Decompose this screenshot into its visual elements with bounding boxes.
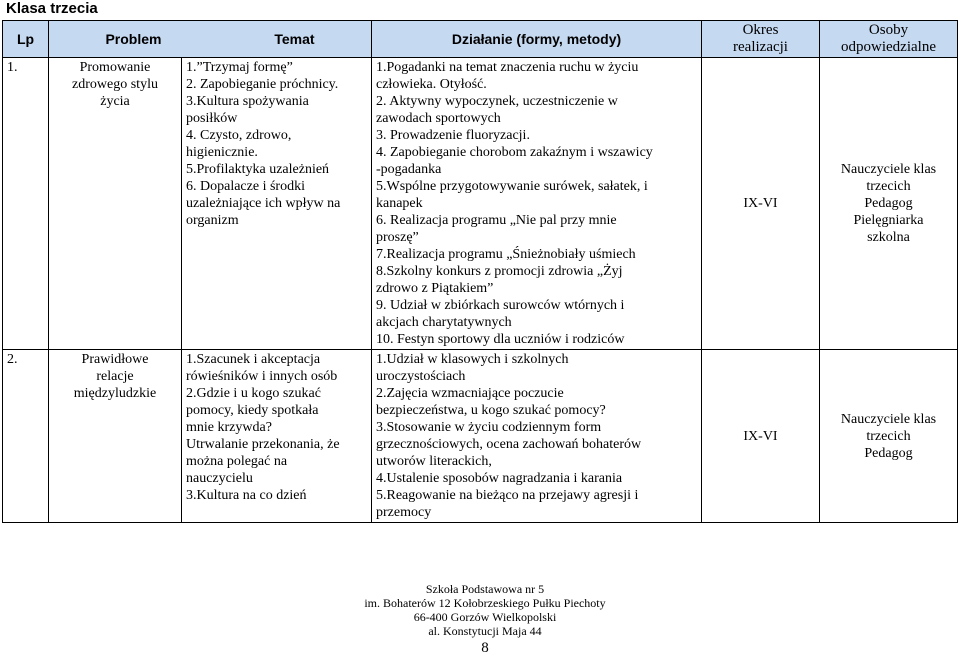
- education-plan-table: [2, 20, 958, 523]
- header-dzialanie: Działanie (formy, metody): [372, 21, 702, 58]
- cell-temat-line: posiłków: [186, 111, 238, 126]
- cell-osoby-line: Nauczyciele klas: [840, 411, 937, 427]
- cell-temat-line: pomocy, kiedy spotkała: [186, 403, 319, 418]
- cell-dzialanie-line: -pogadanka: [376, 162, 442, 177]
- header-osoby-line: Osoby: [868, 22, 909, 38]
- cell-temat-line: 3.Kultura na co dzień: [186, 488, 307, 503]
- cell-temat-line: uzależniające ich wpływ na: [186, 196, 341, 211]
- cell-osoby: [820, 58, 958, 350]
- header-temat: Temat: [274, 30, 315, 47]
- cell-okres: IX-VI: [702, 58, 820, 350]
- cell-dzialanie-line: 4. Zapobieganie chorobom zakaźnym i wszawicy: [376, 145, 653, 160]
- cell-dzialanie-line: zdrowo z Piątakiem”: [376, 281, 494, 296]
- page-title: Klasa trzecia: [6, 0, 98, 17]
- cell-problem-line: międzyludzkie: [73, 386, 157, 401]
- cell-dzialanie-line: proszę”: [376, 230, 419, 245]
- cell-temat-line: mnie krzywda?: [186, 420, 272, 435]
- cell-dzialanie-line: 3. Prowadzenie fluoryzacji.: [376, 128, 530, 143]
- cell-temat-line: rówieśników i innych osób: [186, 369, 338, 384]
- footer-line: al. Konstytucji Maja 44: [428, 624, 542, 638]
- school-footer: [300, 582, 670, 638]
- cell-dzialanie-line: akcjach charytatywnych: [376, 315, 512, 330]
- cell-temat-line: 6. Dopalacze i środki: [186, 179, 305, 194]
- cell-dzialanie-line: 2.Zajęcia wzmacniające poczucie: [376, 386, 564, 401]
- cell-temat-line: 4. Czysto, zdrowo,: [186, 128, 292, 143]
- header-osoby-line: odpowiedzialne: [841, 39, 936, 55]
- cell-temat: [182, 58, 372, 350]
- header-okres-line: Okres: [742, 22, 779, 38]
- cell-problem: [49, 58, 182, 350]
- cell-problem-line: relacje: [96, 369, 134, 384]
- cell-dzialanie-line: grzecznościowych, ocena zachowań bohaterów: [376, 437, 642, 452]
- cell-dzialanie: [372, 350, 702, 523]
- cell-dzialanie-line: bezpieczeństwa, u kogo szukać pomocy?: [376, 403, 606, 418]
- cell-temat-line: nauczycielu: [186, 471, 253, 486]
- header-lp: Lp: [3, 21, 49, 58]
- footer-line: im. Bohaterów 12 Kołobrzeskiego Pułku Piechoty: [364, 596, 606, 610]
- cell-problem-line: Prawidłowe: [81, 352, 149, 367]
- cell-temat-line: 5.Profilaktyka uzależnień: [186, 162, 330, 177]
- table-row: [3, 350, 958, 523]
- cell-temat-line: organizm: [186, 213, 239, 228]
- cell-dzialanie-line: człowieka. Otyłość.: [376, 77, 487, 92]
- cell-lp: 2.: [3, 350, 49, 523]
- cell-problem-line: życia: [100, 94, 130, 109]
- cell-dzialanie-line: 3.Stosowanie w życiu codziennym form: [376, 420, 602, 435]
- cell-osoby-line: Pedagog: [864, 445, 913, 461]
- cell-dzialanie-line: 4.Ustalenie sposobów nagradzania i karania: [376, 471, 623, 486]
- cell-osoby-line: trzecich: [866, 428, 911, 444]
- cell-lp: 1.: [3, 58, 49, 350]
- cell-okres: IX-VI: [702, 350, 820, 523]
- cell-dzialanie-line: 2. Aktywny wypoczynek, uczestniczenie w: [376, 94, 618, 109]
- footer-line: 66-400 Gorzów Wielkopolski: [413, 610, 557, 624]
- cell-dzialanie-line: 10. Festyn sportowy dla uczniów i rodziców: [376, 332, 625, 347]
- cell-temat-line: 2. Zapobieganie próchnicy.: [186, 77, 339, 92]
- cell-problem: [49, 350, 182, 523]
- cell-temat-line: 1.”Trzymaj formę”: [186, 60, 293, 75]
- cell-dzialanie-line: przemocy: [376, 505, 432, 520]
- header-problem: Problem: [105, 30, 162, 47]
- cell-dzialanie-line: 1.Pogadanki na temat znaczenia ruchu w życiu: [376, 60, 639, 75]
- cell-osoby: [820, 350, 958, 523]
- cell-temat-line: można polegać na: [186, 454, 288, 469]
- cell-dzialanie-line: 6. Realizacja programu „Nie pal przy mnie: [376, 213, 617, 228]
- header-problem-temat: [49, 21, 372, 58]
- cell-osoby-line: szkolna: [867, 230, 910, 245]
- header-okres: [702, 21, 820, 58]
- header-osoby: [820, 21, 958, 58]
- header-okres-line: realizacji: [733, 39, 788, 55]
- cell-problem-line: Promowanie: [79, 60, 151, 75]
- cell-dzialanie: [372, 58, 702, 350]
- cell-dzialanie-line: 1.Udział w klasowych i szkolnych: [376, 352, 569, 367]
- cell-temat-line: higienicznie.: [186, 145, 258, 160]
- table-header-row: [3, 21, 958, 58]
- cell-dzialanie-line: utworów literackich,: [376, 454, 492, 469]
- cell-dzialanie-line: 8.Szkolny konkurs z promocji zdrowia „Żyj: [376, 264, 623, 279]
- cell-osoby-line: trzecich: [866, 179, 911, 194]
- cell-dzialanie-line: 5.Reagowanie na bieżąco na przejawy agresji i: [376, 488, 639, 503]
- cell-temat: [182, 350, 372, 523]
- cell-temat-line: 3.Kultura spożywania: [186, 94, 309, 109]
- cell-osoby-line: Pielęgniarka: [853, 213, 924, 228]
- cell-dzialanie-line: 5.Wspólne przygotowywanie surówek, sałatek, i: [376, 179, 648, 194]
- cell-dzialanie-line: uroczystościach: [376, 369, 466, 384]
- cell-temat-line: 2.Gdzie i u kogo szukać: [186, 386, 321, 401]
- cell-temat-line: 1.Szacunek i akceptacja: [186, 352, 321, 367]
- footer-line: Szkoła Podstawowa nr 5: [425, 582, 545, 596]
- cell-osoby-line: Pedagog: [864, 196, 913, 211]
- cell-dzialanie-line: 9. Udział w zbiórkach surowców wtórnych i: [376, 298, 625, 313]
- table-row: [3, 58, 958, 350]
- cell-dzialanie-line: kanapek: [376, 196, 423, 211]
- cell-dzialanie-line: zawodach sportowych: [376, 111, 501, 126]
- cell-temat-line: Utrwalanie przekonania, że: [186, 437, 340, 452]
- cell-problem-line: zdrowego stylu: [72, 77, 158, 92]
- page-number: 8: [481, 640, 489, 656]
- cell-dzialanie-line: 7.Realizacja programu „Śnieżnobiały uśmiech: [376, 247, 636, 262]
- cell-osoby-line: Nauczyciele klas: [840, 162, 937, 177]
